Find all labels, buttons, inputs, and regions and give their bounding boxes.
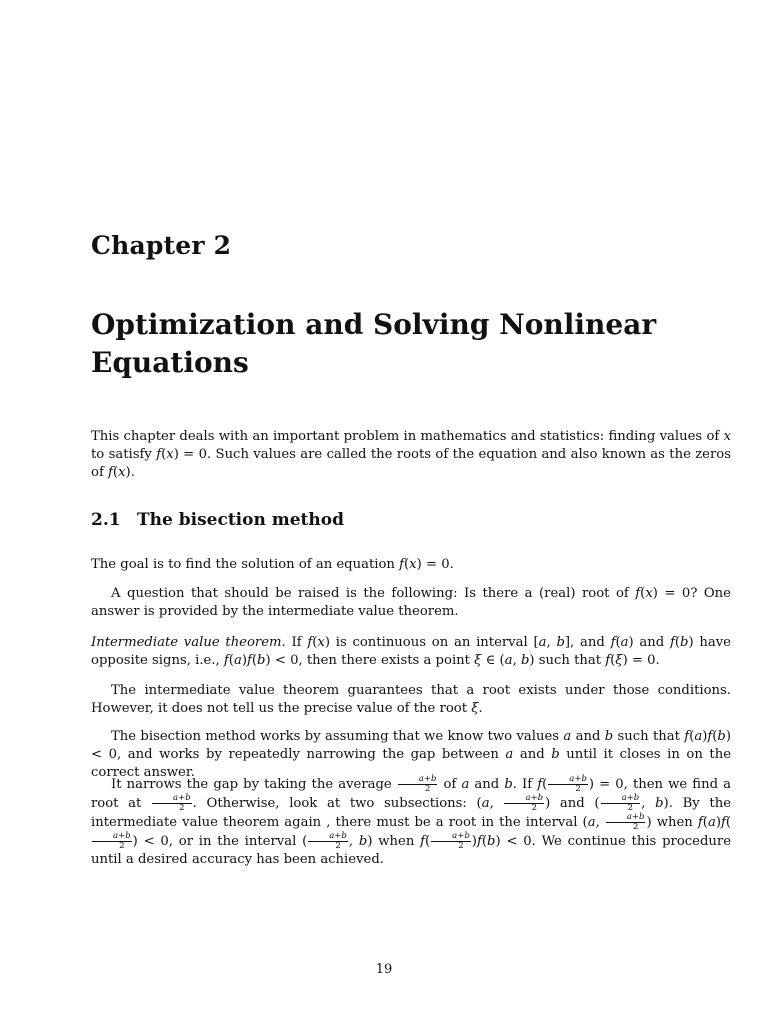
paragraph-narrowing: It narrows the gap by taking the average $\frac{a+b}{2}$ of a and b. If f( $\frac{a+b}{2}$ ) = 0, then we find a root at $\frac{a+b}{2}$ . Otherwise, look at two subsections: (a, $\frac{a+b}{2}$ ) and ( $\frac{a+b}{2}$ , b). By the intermediate value theorem again , there must be a root in the interval (a, $\frac{a+b}{2}$ ) when f(a)f( $\frac{a+b}{2}$ ) < 0, or in the interval ( $\frac{a+b}{2}$ , b) when f( $\frac{a+b}{2}$ )f(b) < 0. We continue this procedure until a desired accuracy has been achieved. [91, 774, 732, 867]
paragraph-ivt-statement: Intermediate value theorem. If f(x) is continuous on an interval [a, b], and f(a) and f(b) have opposite signs, i.e., f(a)f(b) < 0, then there exists a point ξ ∈ (a, b) such that f(ξ) = 0. [91, 635, 731, 668]
section-title: The bisection method [137, 510, 344, 530]
paragraph-goal: The goal is to find the solution of an equation f(x) = 0. [91, 557, 454, 572]
fraction: $\frac{a+b}{2}$ [152, 794, 192, 813]
fraction: $\frac{a+b}{2}$ [504, 794, 544, 813]
intro-paragraph: This chapter deals with an important problem in mathematics and statistics: finding values of x to satisfy f(x) = 0. Such values are called the roots of the equation and also known as the zeros of f(x). [91, 429, 731, 480]
ivt-label: Intermediate value theorem. [91, 635, 286, 650]
fraction: $\frac{a+b}{2}$ [601, 794, 641, 813]
chapter-title-line-1: Optimization and Solving Nonlinear [91, 308, 657, 341]
paragraph-ivt-guarantee: The intermediate value theorem guarantees that a root exists under those conditions. However, it does not tell us the precise value of the root ξ. [91, 683, 731, 716]
chapter-label: Chapter 2 [91, 231, 232, 260]
fraction: $\frac{a+b}{2}$ [308, 832, 348, 851]
fraction: $\frac{a+b}{2}$ [92, 832, 132, 851]
section-heading [91, 510, 344, 530]
chapter-title [91, 306, 711, 382]
paragraph-bisection-assumption: The bisection method works by assuming that we know two values a and b such that f(a)f(b) < 0, and works by repeatedly narrowing the gap between a and b until it closes in on the correct answer. [91, 729, 732, 780]
fraction: $\frac{a+b}{2}$ [398, 775, 438, 794]
paragraph-question: A question that should be raised is the following: Is there a (real) root of f(x) = 0? One answer is provided by the intermediate value theorem. [91, 586, 731, 619]
page-number: 19 [375, 962, 393, 977]
fraction: $\frac{a+b}{2}$ [606, 813, 646, 832]
section-number: 2.1 [91, 510, 121, 530]
fraction: $\frac{a+b}{2}$ [431, 832, 471, 851]
fraction: $\frac{a+b}{2}$ [548, 775, 588, 794]
chapter-title-line-2: Equations [91, 346, 249, 379]
